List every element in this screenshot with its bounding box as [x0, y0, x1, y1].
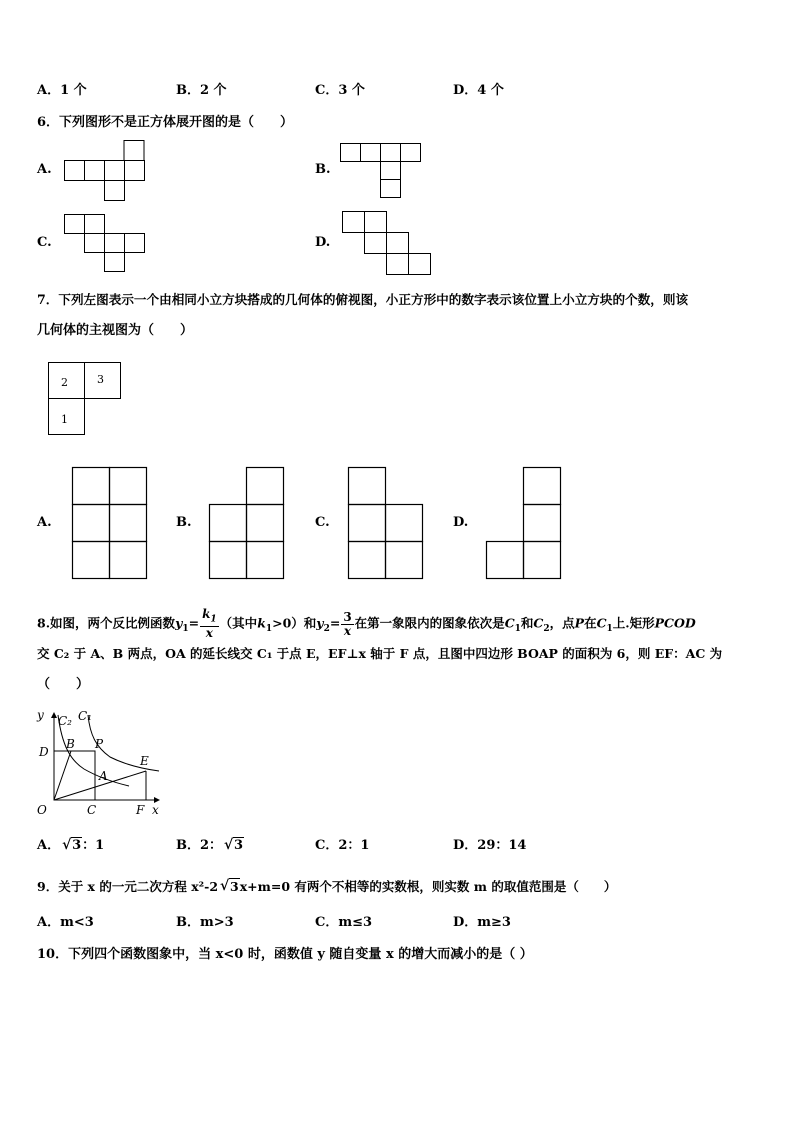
rectangle-pcod [54, 751, 95, 800]
q7-grid-number-2: 2 [61, 376, 68, 389]
graph-label-d: D [39, 745, 49, 759]
q8-option-b: B．2：√ 3 [176, 838, 244, 854]
q7-top-view-grid [48, 362, 122, 436]
q9-option-c: C．m≤3 [315, 915, 373, 930]
q5-option-b: B．2 个 [176, 83, 227, 98]
graph-label-f: F [136, 803, 145, 817]
q7-label-c: C. [315, 515, 330, 530]
graph-label-y: y [37, 708, 44, 722]
graph-label-c1: C₁ [78, 709, 92, 723]
graph-label-a: A [99, 769, 108, 783]
q7-stem-line2: 几何体的主视图为（ ） [37, 323, 194, 338]
graph-label-b: B [66, 737, 75, 751]
q7-front-view-c [348, 467, 424, 579]
q7-grid-number-3: 3 [97, 373, 104, 386]
graph-label-c2: C₂ [58, 714, 72, 728]
graph-label-x: x [152, 803, 159, 817]
q8-stem-line2: 交 C₂ 于 A、B 两点，OA 的延长线交 C₁ 于点 E，EF⊥x 轴于 F 点，且图中四边形 BOAP 的面积为 6，则 EF：AC 为 [37, 646, 723, 661]
q6-label-a: A. [37, 162, 52, 177]
q7-label-d: D. [453, 515, 469, 530]
q8-stem-line1: 8.如图，两个反比例函数$y_1=$ $\frac{k_1}{x}$ （其中$k_1>0$）和$y_2=$ $\frac{3}{x}$ 在第一象限内的图象依次是$C_1$和$C_2$，点P在$C_1$上.矩形PCOD [37, 607, 696, 641]
q6-label-c: C. [37, 235, 52, 250]
q8-option-d: D．29：14 [453, 838, 527, 853]
q7-front-view-d [486, 467, 562, 579]
q8-stem-line3: （ ） [37, 677, 90, 692]
q5-option-c: C．3 个 [315, 83, 365, 98]
q7-label-b: B. [176, 515, 192, 530]
q6-net-a [64, 140, 148, 202]
graph-label-o: O [37, 803, 47, 817]
q5-option-a: A．1 个 [37, 83, 87, 98]
q6-stem: 6．下列图形不是正方体展开图的是（ ） [37, 115, 294, 130]
q8-option-c: C．2：1 [315, 838, 370, 853]
q5-option-d: D．4 个 [453, 83, 504, 98]
graph-label-e: E [140, 754, 149, 768]
graph-label-c: C [87, 803, 97, 817]
q6-label-d: D. [315, 235, 331, 250]
q8-option-a: A．√ 3：1 [37, 838, 104, 854]
q9-option-b: B．m>3 [176, 915, 234, 930]
q7-label-a: A. [37, 515, 52, 530]
q6-net-c [64, 214, 146, 272]
q7-front-view-a [72, 467, 148, 579]
q7-front-view-b [209, 467, 285, 579]
q9-stem: 9．关于 x 的一元二次方程 x²-2√ 3x+m=0 有两个不相等的实数根，则实数 m 的取值范围是（ ） [37, 879, 616, 895]
q7-grid-number-1: 1 [61, 413, 68, 426]
q6-net-b [340, 143, 422, 198]
graph-label-p: P [95, 737, 104, 751]
q6-label-b: B. [315, 162, 331, 177]
segment-ob [54, 751, 71, 800]
q7-stem-line1: 7．下列左图表示一个由相同小立方块搭成的几何体的俯视图，小正方形中的数字表示该位置上小立方块的个数，则该 [37, 292, 689, 307]
q9-option-a: A．m<3 [37, 915, 94, 930]
q6-net-d [342, 211, 434, 275]
q10-stem: 10．下列四个函数图象中，当 x<0 时，函数值 y 随自变量 x 的增大而减小的是（ ） [37, 947, 533, 962]
q9-option-d: D．m≥3 [453, 915, 511, 930]
